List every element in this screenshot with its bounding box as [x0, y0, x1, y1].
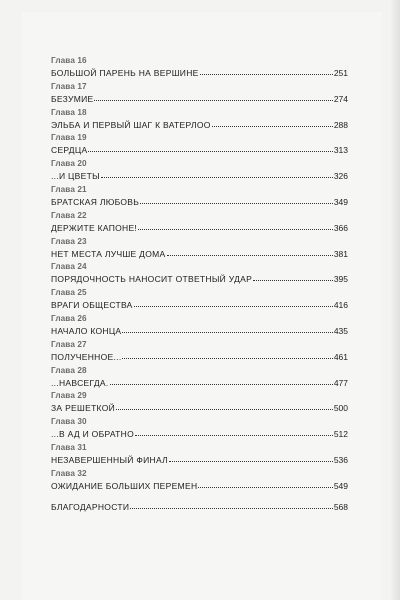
- chapter-title: ...НАВСЕГДА.: [51, 377, 109, 388]
- toc-entry: [51, 314, 348, 340]
- dot-leader: [212, 126, 333, 127]
- page-number: 395: [333, 274, 348, 285]
- chapter-line: [51, 502, 348, 512]
- page-number: 549: [333, 480, 348, 491]
- dot-leader: [167, 255, 333, 256]
- chapter-line: [51, 68, 348, 78]
- chapter-number: Глава 32: [51, 468, 87, 478]
- dot-leader: [198, 487, 332, 488]
- chapter-title: НАЧАЛО КОНЦА: [51, 325, 122, 336]
- page-number: 500: [333, 403, 348, 414]
- chapter-number: Глава 27: [51, 339, 87, 349]
- chapter-line: [51, 171, 348, 181]
- page-number: 313: [333, 145, 348, 156]
- dot-leader: [110, 384, 333, 385]
- dot-leader: [94, 100, 332, 101]
- toc-entry: [51, 340, 348, 366]
- chapter-title: ВРАГИ ОБЩЕСТВА: [51, 300, 133, 311]
- chapter-number: Глава 29: [51, 391, 87, 401]
- dot-leader: [88, 151, 332, 152]
- chapter-title: НЕТ МЕСТА ЛУЧШЕ ДОМА: [51, 248, 166, 259]
- toc-entry: [51, 288, 348, 314]
- dot-leader: [135, 435, 333, 436]
- toc-entry: [51, 108, 348, 134]
- chapter-number: Глава 28: [51, 365, 87, 375]
- page-number: 512: [333, 429, 348, 440]
- chapter-number: Глава 19: [51, 133, 87, 143]
- chapter-title: СЕРДЦА: [51, 145, 88, 156]
- chapter-number: Глава 22: [51, 210, 87, 220]
- page-number: 536: [333, 454, 348, 465]
- dot-leader: [140, 203, 333, 204]
- toc-entry: [51, 133, 348, 159]
- chapter-line: [51, 352, 348, 362]
- chapter-number: Глава 24: [51, 262, 87, 272]
- dot-leader: [134, 306, 333, 307]
- toc-entry: [51, 56, 348, 82]
- chapter-line: [51, 274, 348, 284]
- page-number: 326: [333, 171, 348, 182]
- chapter-number: Глава 21: [51, 184, 87, 194]
- chapter-title: ПОЛУЧЕННОЕ...: [51, 351, 122, 362]
- toc-entry: [51, 469, 348, 495]
- table-of-contents: [51, 56, 348, 522]
- chapter-line: [51, 429, 348, 439]
- chapter-line: [51, 378, 348, 388]
- dot-leader: [200, 74, 333, 75]
- chapter-title: ...И ЦВЕТЫ: [51, 171, 100, 182]
- toc-entry: [51, 417, 348, 443]
- toc-entry: [51, 159, 348, 185]
- page-number: 477: [333, 377, 348, 388]
- dot-leader: [122, 332, 332, 333]
- chapter-line: [51, 94, 348, 104]
- toc-entry: [51, 185, 348, 211]
- page-number: 381: [333, 248, 348, 259]
- page-number: 461: [333, 351, 348, 362]
- chapter-title: ПОРЯДОЧНОСТЬ НАНОСИТ ОТВЕТНЫЙ УДАР: [51, 274, 253, 285]
- chapter-line: [51, 403, 348, 413]
- chapter-title: ...В АД И ОБРАТНО: [51, 429, 134, 440]
- dot-leader: [169, 461, 333, 462]
- dot-leader: [122, 358, 332, 359]
- toc-entry: [51, 443, 348, 469]
- page-number: 274: [333, 93, 348, 104]
- page-number: 349: [333, 196, 348, 207]
- chapter-number: Глава 18: [51, 107, 87, 117]
- page-number: 568: [333, 501, 348, 512]
- chapter-line: [51, 455, 348, 465]
- chapter-title: БОЛЬШОЙ ПАРЕНЬ НА ВЕРШИНЕ: [51, 68, 199, 78]
- dot-leader: [116, 409, 333, 410]
- chapter-line: [51, 223, 348, 233]
- chapter-number: Глава 17: [51, 81, 87, 91]
- toc-entry: [51, 82, 348, 108]
- dot-leader: [101, 177, 333, 178]
- chapter-title: ЗА РЕШЕТКОЙ: [51, 403, 116, 414]
- chapter-line: [51, 249, 348, 259]
- chapter-title: ОЖИДАНИЕ БОЛЬШИХ ПЕРЕМЕН: [51, 480, 198, 491]
- toc-entry: [51, 237, 348, 263]
- chapter-number: Глава 25: [51, 288, 87, 298]
- chapter-line: [51, 300, 348, 310]
- chapter-title: НЕЗАВЕРШЕННЫЙ ФИНАЛ: [51, 454, 169, 465]
- page-edge-shadow: [390, 0, 400, 600]
- page-number: 435: [333, 325, 348, 336]
- chapter-number: Глава 23: [51, 236, 87, 246]
- page-number: 251: [333, 68, 348, 78]
- toc-entry: [51, 366, 348, 392]
- toc-entry: [51, 211, 348, 237]
- chapter-line: [51, 326, 348, 336]
- dot-leader: [253, 280, 333, 281]
- page-number: 416: [333, 300, 348, 311]
- toc-entry-acknowledgments: [51, 502, 348, 522]
- dot-leader: [138, 229, 333, 230]
- toc-entry: [51, 391, 348, 417]
- chapter-line: [51, 145, 348, 155]
- chapter-number: Глава 31: [51, 442, 87, 452]
- page-number: 366: [333, 222, 348, 233]
- chapter-number: Глава 30: [51, 417, 87, 427]
- chapter-line: [51, 481, 348, 491]
- chapter-line: [51, 197, 348, 207]
- chapter-number: Глава 20: [51, 159, 87, 169]
- chapter-number: Глава 16: [51, 56, 87, 65]
- chapter-number: Глава 26: [51, 313, 87, 323]
- chapter-title: ЭЛЬБА И ПЕРВЫЙ ШАГ К ВАТЕРЛОО: [51, 119, 211, 130]
- chapter-title: ДЕРЖИТЕ КАПОНЕ!: [51, 222, 138, 233]
- page-number: 288: [333, 119, 348, 130]
- chapter-title: БРАТСКАЯ ЛЮБОВЬ: [51, 196, 140, 207]
- chapter-line: [51, 120, 348, 130]
- toc-entry: [51, 262, 348, 288]
- chapter-title: БЕЗУМИЕ: [51, 93, 94, 104]
- acknowledgments-title: БЛАГОДАРНОСТИ: [51, 501, 130, 512]
- dot-leader: [130, 508, 333, 509]
